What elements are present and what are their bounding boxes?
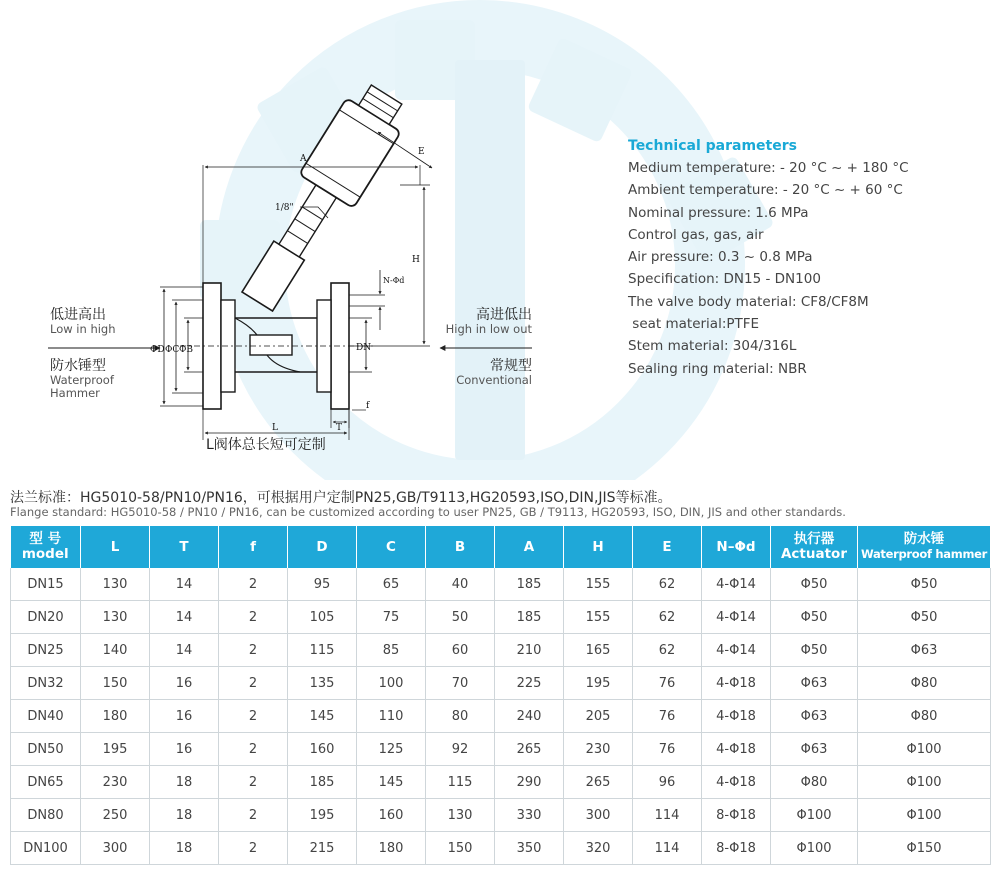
table-cell: 105 (288, 601, 357, 634)
table-cell: Φ80 (858, 700, 991, 733)
table-cell: 145 (357, 766, 426, 799)
technical-parameters (628, 138, 988, 380)
table-cell: 4-Φ18 (702, 667, 771, 700)
table-cell: 195 (288, 799, 357, 832)
table-cell: 100 (357, 667, 426, 700)
header-L: L (81, 526, 150, 568)
table-cell: 2 (219, 700, 288, 733)
table-cell: 4-Φ14 (702, 601, 771, 634)
dim-thread: 1/8" (275, 203, 294, 213)
table-cell: 2 (219, 568, 288, 601)
table-cell: 320 (564, 832, 633, 865)
table-cell: 92 (426, 733, 495, 766)
dim-H: H (412, 255, 420, 265)
table-cell: 185 (288, 766, 357, 799)
table-cell: Φ50 (771, 601, 858, 634)
header-nd: N–Φd (702, 526, 771, 568)
table-cell: 115 (426, 766, 495, 799)
table-cell: 130 (81, 568, 150, 601)
table-row (11, 766, 991, 799)
table-cell: 16 (150, 700, 219, 733)
table-cell: 95 (288, 568, 357, 601)
dim-DN: DN (356, 343, 372, 353)
table-cell: Φ100 (858, 766, 991, 799)
table-cell: 150 (426, 832, 495, 865)
table-cell: 300 (81, 832, 150, 865)
table-cell: 8-Φ18 (702, 832, 771, 865)
table-cell: 205 (564, 700, 633, 733)
table-cell: 16 (150, 733, 219, 766)
table-cell: 230 (81, 766, 150, 799)
header-D: D (288, 526, 357, 568)
header-f: f (219, 526, 288, 568)
table-row (11, 700, 991, 733)
table-cell: 185 (495, 568, 564, 601)
table-cell: 40 (426, 568, 495, 601)
table-cell: DN40 (11, 700, 81, 733)
tech-item: Nominal pressure: 1.6 MPa (628, 204, 809, 221)
table-cell: 62 (633, 601, 702, 634)
table-cell: 85 (357, 634, 426, 667)
table-cell: 14 (150, 601, 219, 634)
table-cell: 250 (81, 799, 150, 832)
dim-A: A (300, 154, 307, 164)
header-A: A (495, 526, 564, 568)
table-cell: 180 (81, 700, 150, 733)
header-B: B (426, 526, 495, 568)
table-cell: 135 (288, 667, 357, 700)
table-cell: 2 (219, 601, 288, 634)
table-cell: 225 (495, 667, 564, 700)
tech-item: Stem material: 304/316L (628, 338, 797, 355)
table-cell: Φ150 (858, 832, 991, 865)
label-waterproof: 防水锤型 Waterproof Hammer (50, 358, 114, 401)
table-row (11, 799, 991, 832)
table-cell: 130 (426, 799, 495, 832)
table-cell: 75 (357, 601, 426, 634)
table-row (11, 667, 991, 700)
table-cell: Φ50 (858, 601, 991, 634)
table-cell: 18 (150, 832, 219, 865)
table-cell: 50 (426, 601, 495, 634)
table-cell: 62 (633, 634, 702, 667)
table-cell: 180 (357, 832, 426, 865)
table-cell: 195 (564, 667, 633, 700)
table-cell: 2 (219, 634, 288, 667)
table-cell: Φ80 (858, 667, 991, 700)
table-cell: 230 (564, 733, 633, 766)
table-cell: DN80 (11, 799, 81, 832)
dim-D: ΦD (150, 345, 165, 355)
dim-C: ΦC (165, 345, 180, 355)
table-cell: 2 (219, 832, 288, 865)
dim-T: T (336, 423, 343, 433)
table-cell: Φ100 (771, 832, 858, 865)
tech-title: Technical parameters (628, 138, 797, 154)
table-row (11, 634, 991, 667)
table-cell: Φ100 (858, 733, 991, 766)
table-cell: DN20 (11, 601, 81, 634)
table-cell: 210 (495, 634, 564, 667)
table-cell: 290 (495, 766, 564, 799)
header-H: H (564, 526, 633, 568)
table-cell: Φ63 (858, 634, 991, 667)
table-cell: 4-Φ18 (702, 700, 771, 733)
table-cell: 8-Φ18 (702, 799, 771, 832)
table-cell: 114 (633, 832, 702, 865)
table-cell: Φ50 (771, 568, 858, 601)
table-cell: 114 (633, 799, 702, 832)
label-conventional: 常规型 Conventional (456, 358, 532, 388)
label-high-in: 高进低出 High in low out (445, 307, 532, 337)
table-cell: DN100 (11, 832, 81, 865)
dim-B: ΦB (179, 345, 193, 355)
table-row (11, 568, 991, 601)
flange-standard-en: Flange standard: HG5010-58 / PN10 / PN16, can be customized according to user PN25, GB / T9113, HG20593, ISO, DIN, JIS and other standards. (10, 505, 846, 519)
table-cell: 115 (288, 634, 357, 667)
table-header-row (11, 526, 991, 568)
table-cell: 76 (633, 700, 702, 733)
table-cell: 240 (495, 700, 564, 733)
table-cell: 14 (150, 568, 219, 601)
table-cell: Φ50 (858, 568, 991, 601)
table-cell: 265 (564, 766, 633, 799)
table-cell: 16 (150, 667, 219, 700)
table-cell: 145 (288, 700, 357, 733)
header-model: 型 号 model (11, 526, 81, 568)
table-cell: 65 (357, 568, 426, 601)
dim-E: E (418, 147, 425, 157)
tech-item: The valve body material: CF8/CF8M (628, 293, 869, 310)
table-cell: 4-Φ18 (702, 766, 771, 799)
table-cell: 80 (426, 700, 495, 733)
label-length-note: L阀体总长短可定制 (206, 437, 326, 453)
table-cell: 160 (288, 733, 357, 766)
table-cell: 60 (426, 634, 495, 667)
table-cell: 155 (564, 568, 633, 601)
table-cell: Φ63 (771, 700, 858, 733)
tech-item: Ambient temperature: - 20 °C ~ + 60 °C (628, 182, 903, 199)
tech-item: Sealing ring material: NBR (628, 360, 807, 377)
table-cell: 2 (219, 667, 288, 700)
tech-item: seat material:PTFE (628, 316, 760, 333)
table-cell: DN50 (11, 733, 81, 766)
table-row (11, 832, 991, 865)
dim-L: L (272, 423, 278, 433)
table-cell: 140 (81, 634, 150, 667)
table-cell: DN65 (11, 766, 81, 799)
table-cell: 155 (564, 601, 633, 634)
table-cell: DN32 (11, 667, 81, 700)
table-cell: 76 (633, 667, 702, 700)
table-cell: 14 (150, 634, 219, 667)
table-cell: 195 (81, 733, 150, 766)
table-cell: 110 (357, 700, 426, 733)
table-cell: Φ100 (858, 799, 991, 832)
header-waterproof-hammer: 防水锤 Waterproof hammer (858, 526, 991, 568)
tech-item: Control gas, gas, air (628, 226, 764, 243)
table-cell: Φ80 (771, 766, 858, 799)
table-row (11, 601, 991, 634)
table-cell: 18 (150, 766, 219, 799)
tech-item: Medium temperature: - 20 °C ~ + 180 °C (628, 160, 909, 176)
table-cell: 185 (495, 601, 564, 634)
flange-standard-cn: 法兰标准：HG5010-58/PN10/PN16，可根据用户定制PN25,GB/T9113,HG20593,ISO,DIN,JIS等标准。 (10, 490, 672, 506)
table-cell: 4-Φ14 (702, 634, 771, 667)
table-cell: 150 (81, 667, 150, 700)
table-cell: 165 (564, 634, 633, 667)
table-cell: DN15 (11, 568, 81, 601)
table-cell: 2 (219, 766, 288, 799)
table-cell: Φ63 (771, 667, 858, 700)
table-cell: Φ100 (771, 799, 858, 832)
header-actuator: 执行器 Actuator (771, 526, 858, 568)
table-cell: 2 (219, 799, 288, 832)
table-cell: 70 (426, 667, 495, 700)
table-cell: 76 (633, 733, 702, 766)
table-cell: 130 (81, 601, 150, 634)
table-cell: 4-Φ18 (702, 733, 771, 766)
table-row (11, 733, 991, 766)
table-cell: 300 (564, 799, 633, 832)
table-cell: 96 (633, 766, 702, 799)
header-E: E (633, 526, 702, 568)
dim-f: f (366, 401, 370, 411)
table-cell: 2 (219, 733, 288, 766)
table-cell: 125 (357, 733, 426, 766)
table-cell: 265 (495, 733, 564, 766)
spec-table (10, 526, 991, 865)
table-cell: 350 (495, 832, 564, 865)
table-cell: 18 (150, 799, 219, 832)
header-T: T (150, 526, 219, 568)
table-cell: Φ50 (771, 634, 858, 667)
header-C: C (357, 526, 426, 568)
dim-nd: N-Φd (383, 276, 405, 285)
tech-item: Specification: DN15 - DN100 (628, 271, 821, 288)
table-cell: DN25 (11, 634, 81, 667)
label-low-in: 低进高出 Low in high (50, 307, 116, 337)
tech-item: Air pressure: 0.3 ~ 0.8 MPa (628, 249, 813, 266)
table-cell: 215 (288, 832, 357, 865)
table-cell: 62 (633, 568, 702, 601)
table-cell: 4-Φ14 (702, 568, 771, 601)
table-cell: 160 (357, 799, 426, 832)
table-cell: Φ63 (771, 733, 858, 766)
table-cell: 330 (495, 799, 564, 832)
